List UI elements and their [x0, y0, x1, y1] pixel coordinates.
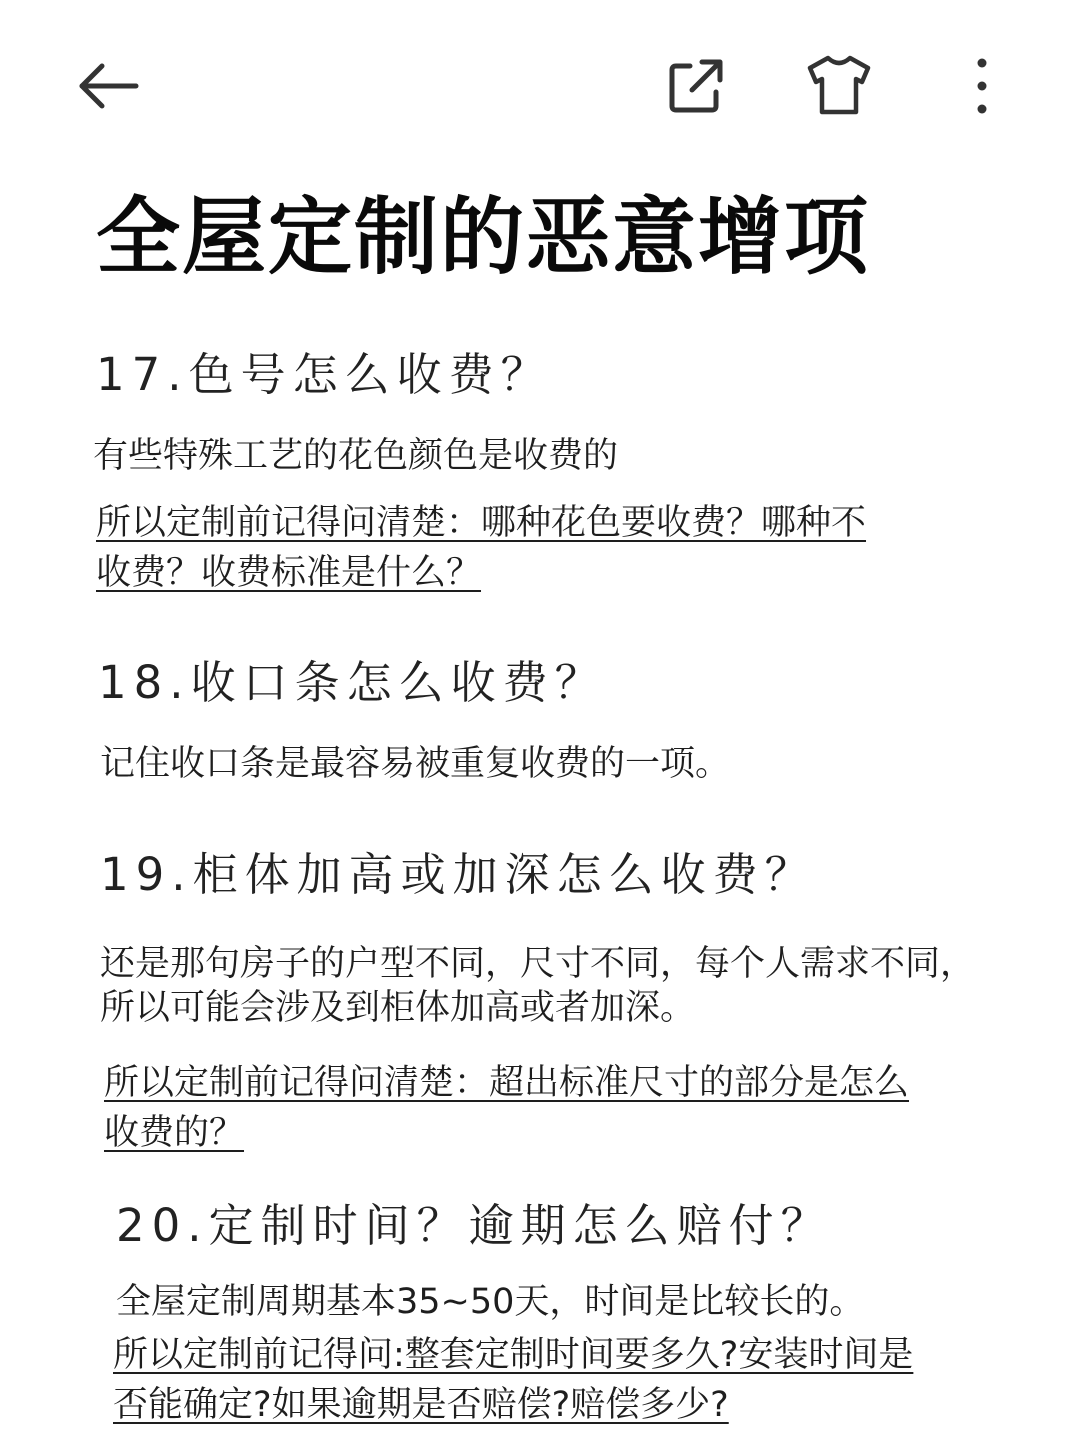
section-note-20	[113, 1330, 913, 1430]
note-line: 所以定制前记得问清楚：超出标准尺寸的部分是怎么	[104, 1063, 910, 1103]
note-line: 否能确定?如果逾期是否赔偿?赔偿多少?	[113, 1385, 729, 1425]
note-line: 所以定制前记得问清楚：哪种花色要收费？哪种不	[96, 503, 867, 543]
arrow-left-icon	[72, 56, 144, 116]
share-button[interactable]	[664, 54, 728, 118]
body-line: 还是那句房子的户型不同，尺寸不同，每个人需求不同，	[100, 944, 976, 984]
section-body-17: 有些特殊工艺的花色颜色是收费的	[93, 436, 619, 476]
top-toolbar	[0, 0, 1080, 170]
section-note-17	[96, 498, 866, 598]
back-button[interactable]	[72, 56, 144, 116]
section-heading-18: 18.收口条怎么收费？	[98, 656, 607, 709]
more-button[interactable]	[962, 54, 1002, 118]
more-vertical-icon	[962, 54, 1002, 118]
section-note-19	[104, 1058, 909, 1158]
section-heading-17: 17.色号怎么收费？	[96, 348, 553, 401]
note-line: 收费的？	[104, 1113, 245, 1153]
article-title: 全屋定制的恶意增项	[96, 188, 871, 286]
share-external-icon	[664, 54, 728, 118]
section-body-20: 全屋定制周期基本35~50天，时间是比较长的。	[116, 1282, 865, 1322]
note-line: 所以定制前记得问:整套定制时间要多久?安装时间是	[113, 1335, 914, 1375]
note-line: 收费？收费标准是什么？	[96, 553, 482, 593]
section-body-19	[100, 942, 975, 1030]
body-line: 所以可能会涉及到柜体加高或者加深。	[100, 988, 696, 1028]
section-heading-19: 19.柜体加高或加深怎么收费？	[100, 848, 817, 901]
theme-button[interactable]	[804, 52, 874, 118]
tshirt-icon	[804, 52, 874, 118]
section-body-18: 记住收口条是最容易被重复收费的一项。	[100, 744, 731, 784]
section-heading-20: 20.定制时间？逾期怎么赔付？	[116, 1199, 833, 1252]
